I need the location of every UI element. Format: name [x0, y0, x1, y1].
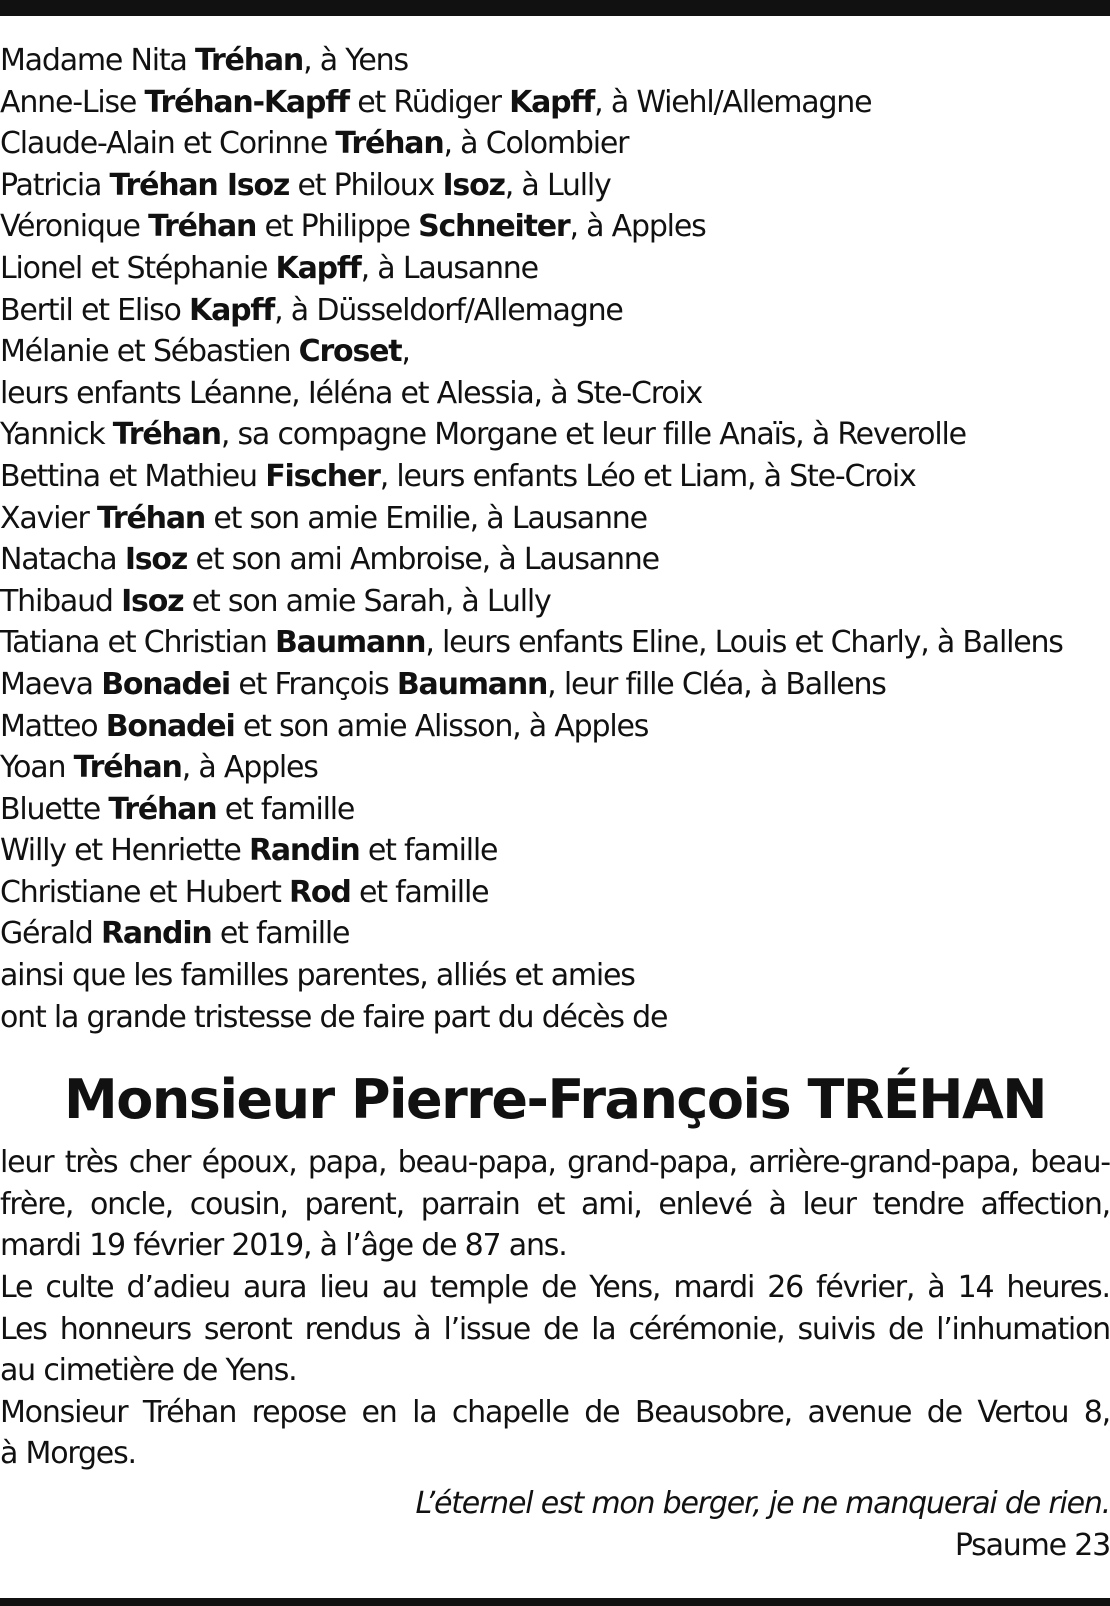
family-text: Yannick	[0, 417, 113, 453]
body-word: de	[926, 1394, 962, 1430]
family-text: Willy et Henriette	[0, 833, 249, 869]
surname: Randin	[100, 916, 212, 952]
family-text: et François	[230, 666, 397, 702]
surname: Tréhan	[108, 791, 217, 827]
family-line	[0, 40, 1110, 82]
family-line	[0, 664, 1110, 706]
body-word: 26	[767, 1270, 803, 1306]
family-line	[0, 706, 1110, 748]
family-text: et famille	[359, 833, 498, 869]
surname: Fischer	[265, 458, 380, 494]
body-word: Vertou	[977, 1394, 1069, 1430]
family-text: Anne-Lise	[0, 84, 145, 120]
family-text: Thibaud	[0, 583, 122, 619]
family-text: , sa compagne Morgane et leur fille Anaïs, à Reverolle	[220, 417, 966, 453]
body-word: la	[412, 1394, 437, 1430]
body-word: de	[543, 1311, 579, 1347]
body-word: affection,	[980, 1186, 1110, 1222]
family-line	[0, 498, 1110, 540]
family-text: , à Lausanne	[360, 250, 538, 286]
family-text: et son amie Emilie, à Lausanne	[205, 500, 647, 536]
surname: Tréhan	[112, 417, 221, 453]
body-word: à	[927, 1270, 945, 1306]
body-word: avenue	[807, 1394, 912, 1430]
body-word: de	[584, 1394, 620, 1430]
family-line	[0, 622, 1110, 664]
family-text: , à Wiehl/Allemagne	[594, 84, 872, 120]
family-line	[0, 82, 1110, 124]
verse-source: Psaume 23	[954, 1527, 1110, 1563]
body-line	[0, 1392, 1110, 1434]
family-line	[0, 456, 1110, 498]
family-text: Claude-Alain et Corinne	[0, 126, 336, 162]
family-line	[0, 206, 1110, 248]
family-text: Yoan	[0, 750, 74, 786]
body-word: 8,	[1083, 1394, 1110, 1430]
family-text: , leurs enfants Eline, Louis et Charly, à Ballens	[425, 625, 1063, 661]
body-word: arrière-grand-papa,	[748, 1145, 1019, 1181]
family-text: Mélanie et Sébastien	[0, 334, 299, 370]
surname: Tréhan-Kapff	[144, 84, 349, 120]
body-word: chapelle	[451, 1394, 569, 1430]
body-word: Beausobre,	[634, 1394, 792, 1430]
family-line	[0, 789, 1110, 831]
surname: Bonadei	[101, 666, 230, 702]
surname: Tréhan	[194, 43, 304, 78]
family-text: ont la grande tristesse de faire part du décès de	[0, 999, 668, 1035]
surname: Isoz	[442, 167, 505, 203]
body-word: oncle,	[89, 1186, 173, 1222]
family-text: , leur fille Cléa, à Ballens	[547, 666, 886, 702]
body-word: lieu	[319, 1270, 369, 1306]
surname: Tréhan	[73, 750, 182, 786]
body-word: 14	[957, 1270, 994, 1306]
body-word: parrain	[420, 1186, 520, 1222]
surname: Tréhan	[335, 126, 444, 162]
body-word: très	[64, 1145, 118, 1181]
body-word: Tréhan	[142, 1394, 237, 1430]
body-word: de	[541, 1270, 577, 1306]
body-word: cher	[128, 1145, 191, 1181]
body-word: parent,	[304, 1186, 404, 1222]
body-word: grand-papa,	[567, 1145, 737, 1181]
body-word: l’inhumation	[936, 1311, 1110, 1347]
body-word: Le	[0, 1270, 33, 1306]
surname: Isoz	[124, 542, 188, 578]
family-text: Véronique	[0, 209, 149, 245]
body-word: leur	[802, 1186, 856, 1222]
body-word: ami,	[580, 1186, 642, 1222]
body-word: d’adieu	[126, 1270, 230, 1306]
body-word: beau-papa,	[397, 1145, 556, 1181]
family-text: Xavier	[0, 500, 97, 536]
family-text: Lionel et Stéphanie	[0, 250, 276, 286]
family-text: Madame Nita	[0, 43, 195, 78]
bible-verse: L’éternel est mon berger, je ne manquerai de rien.	[415, 1486, 1110, 1521]
body-word: leur	[0, 1145, 54, 1181]
family-text: et famille	[211, 916, 350, 952]
family-text: et famille	[350, 874, 489, 910]
body-word: enlevé	[658, 1186, 752, 1222]
family-list	[0, 40, 1110, 1038]
family-line	[0, 248, 1110, 290]
surname: Isoz	[121, 583, 184, 619]
body-word: culte	[45, 1270, 114, 1306]
body-word: Les	[0, 1311, 47, 1347]
family-text: , à Apples	[181, 750, 318, 786]
family-line	[0, 123, 1110, 165]
body-word: de	[887, 1311, 924, 1347]
body-word: honneurs	[59, 1311, 191, 1347]
body-word: seront	[203, 1311, 292, 1347]
family-text: et son amie Sarah, à Lully	[183, 583, 551, 619]
family-line	[0, 872, 1110, 914]
body-word: temple	[429, 1270, 528, 1306]
surname: Tréhan	[148, 209, 257, 245]
body-word: époux,	[201, 1145, 297, 1181]
body-word: papa,	[307, 1145, 387, 1181]
family-text: et son ami Ambroise, à Lausanne	[187, 542, 659, 578]
family-text: , à Colombier	[443, 126, 629, 162]
body-word: Yens,	[589, 1270, 661, 1306]
body-word: aura	[242, 1270, 307, 1306]
surname: Bonadei	[105, 708, 235, 744]
body-word: et	[536, 1186, 565, 1222]
family-text: , leurs enfants Léo et Liam, à Ste-Croix	[379, 458, 916, 494]
family-text: et famille	[216, 791, 355, 827]
family-text: Gérald	[0, 916, 101, 952]
body-word: au	[381, 1270, 417, 1306]
body-line	[0, 1142, 1110, 1184]
body-line	[0, 1184, 1110, 1226]
family-text: Natacha	[0, 542, 125, 578]
body-word: rendus	[304, 1311, 401, 1347]
family-line	[0, 331, 1110, 373]
body-word: à	[768, 1186, 786, 1222]
body-line: mardi 19 février 2019, à l’âge de 87 ans.	[0, 1228, 567, 1264]
family-text: et Philippe	[256, 209, 419, 245]
body-word: février,	[816, 1270, 915, 1306]
family-line	[0, 290, 1110, 332]
body-word: cousin,	[189, 1186, 288, 1222]
body-word: heures.	[1006, 1270, 1110, 1306]
obituary-body	[0, 1142, 1110, 1475]
surname: Rod	[289, 874, 351, 910]
family-text: Tatiana et Christian	[0, 625, 276, 661]
body-line	[0, 1309, 1110, 1351]
surname: Tréhan Isoz	[109, 167, 290, 203]
body-word: suivis	[797, 1311, 875, 1347]
family-text: Bertil et Eliso	[0, 292, 190, 328]
family-line	[0, 165, 1110, 207]
family-line	[0, 830, 1110, 872]
body-word: repose	[251, 1394, 347, 1430]
body-word: mardi	[673, 1270, 755, 1306]
family-text: et Rüdiger	[348, 84, 510, 120]
family-text: ,	[401, 334, 410, 370]
body-word: beau-	[1030, 1145, 1110, 1181]
family-text: leurs enfants Léanne, Iéléna et Alessia, à Ste-Croix	[0, 375, 703, 411]
surname: Kapff	[509, 84, 595, 120]
body-word: frère,	[0, 1186, 74, 1222]
family-text: , à Apples	[569, 209, 706, 245]
body-line: au cimetière de Yens.	[0, 1353, 297, 1389]
surname: Kapff	[189, 292, 275, 328]
family-line	[0, 373, 1110, 415]
family-line	[0, 955, 1110, 997]
surname: Schneiter	[418, 209, 570, 245]
surname: Tréhan	[96, 500, 206, 536]
family-text: et son amie Alisson, à Apples	[234, 708, 649, 744]
obituary-notice	[0, 40, 1110, 1566]
family-text: Bluette	[0, 791, 109, 827]
surname: Baumann	[275, 625, 426, 661]
body-line	[0, 1267, 1110, 1309]
family-line	[0, 997, 1110, 1039]
body-word: à	[413, 1311, 431, 1347]
family-text: et Philoux	[289, 167, 443, 203]
body-word: en	[361, 1394, 397, 1430]
family-text: ainsi que les familles parentes, alliés et amies	[0, 958, 635, 994]
family-text: , à Lully	[504, 167, 611, 203]
family-line	[0, 581, 1110, 623]
body-word: l’issue	[443, 1311, 530, 1347]
family-text: Christiane et Hubert	[0, 874, 290, 910]
body-word: tendre	[872, 1186, 964, 1222]
body-word: Monsieur	[0, 1394, 128, 1430]
family-text: , à Yens	[303, 43, 408, 78]
family-line	[0, 414, 1110, 456]
family-line	[0, 747, 1110, 789]
surname: Baumann	[396, 666, 548, 702]
family-text: Maeva	[0, 666, 102, 702]
body-word: la	[591, 1311, 616, 1347]
family-text: , à Düsseldorf/Allemagne	[274, 292, 623, 328]
family-line	[0, 913, 1110, 955]
family-text: Patricia	[0, 167, 110, 203]
body-line: à Morges.	[0, 1436, 136, 1472]
surname: Kapff	[275, 250, 361, 286]
surname: Croset	[298, 334, 402, 370]
family-text: Bettina et Mathieu	[0, 458, 266, 494]
bottom-rule	[0, 1598, 1110, 1606]
family-text: Matteo	[0, 708, 106, 744]
surname: Randin	[248, 833, 360, 869]
family-line	[0, 539, 1110, 581]
top-rule	[0, 0, 1110, 16]
body-word: cérémonie,	[628, 1311, 785, 1347]
deceased-name: Monsieur Pierre-François TRÉHAN	[64, 1068, 1046, 1132]
